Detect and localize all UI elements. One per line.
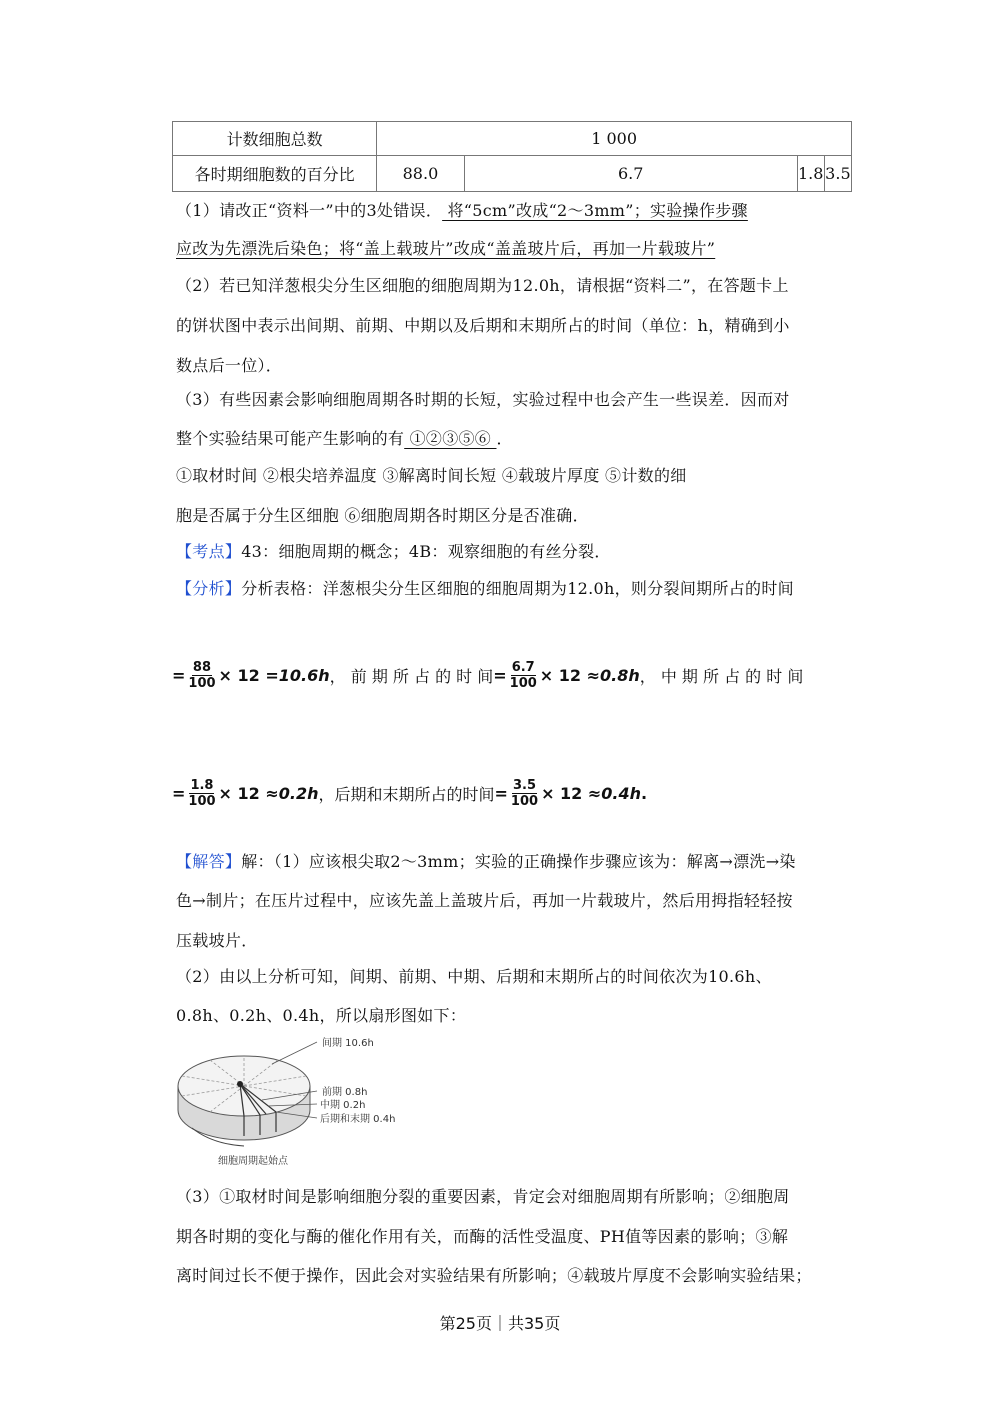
table-row (173, 122, 852, 156)
q3-suffix: ． (496, 429, 513, 448)
interphase-percent-cell: 88.0 (377, 156, 465, 192)
text-segment: ， 前 期 所 占 的 时 间 (329, 667, 494, 686)
q2-line-2: 的饼状图中表示出间期、前期、中期以及后期和末期所占的时间（单位：h，精确到小 (176, 316, 790, 335)
multiplier: × 12 = (218, 666, 279, 685)
label-anaphase-telophase: 后期和末期 0.4h (320, 1114, 396, 1125)
equals-sign: = (493, 666, 507, 685)
jieda-text: 解：（1）应该根尖取2～3mm；实验的正确操作步骤应该为：解离→漂洗→染 (241, 852, 796, 871)
q1-line-1 (176, 198, 748, 221)
denominator: 100 (188, 794, 216, 809)
q3-options-line-1: ①取材时间 ②根尖培养温度 ③解离时间长短 ④载玻片厚度 ⑤计数的细 (176, 466, 687, 485)
q1-prompt: （1）请改正“资料一”中的3处错误． (176, 201, 443, 220)
formula-line-2 (172, 778, 647, 809)
pie-center-dot (237, 1081, 243, 1087)
period: . (641, 784, 648, 803)
equals-sign: = (172, 666, 186, 685)
denominator: 100 (509, 676, 537, 691)
multiplier: × 12 ≈ (539, 666, 601, 685)
fenxi-tag: 【分析】 (176, 579, 242, 598)
q2-line-1: （2）若已知洋葱根尖分生区细胞的细胞周期为12.0h，请根据“资料二”，在答题卡上 (176, 276, 789, 295)
a3-line-2: 期各时期的变化与酶的催化作用有关，而酶的活性受温度、PH值等因素的影响；③解 (176, 1227, 789, 1246)
label-cycle-start: 细胞周期起始点 (218, 1156, 288, 1167)
numerator: 6.7 (511, 660, 535, 675)
q2-line-3: 数点后一位）． (176, 356, 283, 375)
kaodian-tag: 【考点】 (176, 542, 242, 561)
q3-options-line-2: 胞是否属于分生区细胞 ⑥细胞周期各时期区分是否准确． (176, 506, 589, 525)
fenxi-line (176, 576, 794, 599)
fraction (188, 660, 215, 691)
a3-line-3: 离时间过长不便于操作，因此会对实验结果有所影响；④载玻片厚度不会影响实验结果； (176, 1266, 812, 1285)
anaphase-telophase-percent-cell: 3.5 (824, 156, 851, 192)
denominator: 100 (510, 794, 539, 809)
text-segment: ， 中 期 所 占 的 时 间 (639, 667, 804, 686)
a2-line-2: 0.8h、0.2h、0.4h，所以扇形图如下： (176, 1006, 467, 1025)
cell-cycle-pie-figure (172, 1036, 422, 1171)
numerator: 1.8 (190, 778, 214, 793)
equals-sign: = (172, 784, 186, 803)
jieda-line-2: 色→制片；在压片过程中，应该先盖上盖玻片后，再加一片载玻片，然后用拇指轻轻按 (176, 891, 793, 910)
row-label: 各时期细胞数的百分比 (173, 156, 377, 192)
fraction (188, 778, 215, 809)
label-prophase: 前期 0.8h (322, 1087, 368, 1098)
total-count-cell: 1 000 (377, 122, 852, 156)
multiplier: × 12 ≈ (218, 784, 279, 803)
result: 10.6h (278, 666, 330, 685)
kaodian-line (176, 539, 611, 562)
q3-answer: ①②③⑤⑥ (404, 429, 497, 448)
a2-line-1: （2）由以上分析可知，间期、前期、中期、后期和末期所占的时间依次为10.6h、 (176, 967, 772, 986)
denominator: 100 (188, 676, 216, 691)
table-row (173, 156, 852, 192)
page-footer: 第25页｜共35页 (439, 1314, 561, 1333)
text-segment: ，后期和末期所占的时间 (318, 785, 495, 804)
numerator: 3.5 (512, 778, 536, 793)
formula-line-1 (172, 660, 803, 691)
a3-line-1: （3）①取材时间是影响细胞分裂的重要因素，肯定会对细胞周期有所影响；②细胞周 (176, 1187, 790, 1206)
label-metaphase: 中期 0.2h (320, 1100, 366, 1111)
fenxi-text: 分析表格：洋葱根尖分生区细胞的细胞周期为12.0h，则分裂间期所占的时间 (241, 579, 794, 598)
jieda-line-3: 压载坡片． (176, 931, 258, 950)
jieda-line-1 (176, 849, 796, 872)
result: 0.8h (600, 666, 640, 685)
kaodian-text: 43：细胞周期的概念；4B：观察细胞的有丝分裂． (241, 542, 611, 561)
prophase-percent-cell: 6.7 (464, 156, 797, 192)
result: 0.4h (601, 784, 642, 803)
fraction (510, 660, 537, 691)
q3-prompt: 整个实验结果可能产生影响的有 (176, 429, 405, 448)
q1-answer: 将“5cm”改成“2～3mm”；实验操作步骤 (442, 201, 748, 220)
metaphase-percent-cell: 1.8 (797, 156, 824, 192)
jieda-tag: 【解答】 (176, 852, 242, 871)
equals-sign: = (494, 784, 508, 803)
numerator: 88 (192, 660, 212, 675)
fraction (511, 778, 538, 809)
q3-line-1: （3）有些因素会影响细胞周期各时期的长短，实验过程中也会产生一些误差．因而对 (176, 390, 790, 409)
label-interphase: 间期 10.6h (322, 1038, 374, 1049)
cell-count-table (172, 121, 852, 192)
result: 0.2h (278, 784, 319, 803)
q3-line-2 (176, 426, 513, 449)
multiplier: × 12 ≈ (541, 784, 602, 803)
row-label: 计数细胞总数 (173, 122, 377, 156)
q1-line-2: 应改为先漂洗后染色；将“盖上载玻片”改成“盖盖玻片后，再加一片载玻片” (176, 239, 716, 258)
